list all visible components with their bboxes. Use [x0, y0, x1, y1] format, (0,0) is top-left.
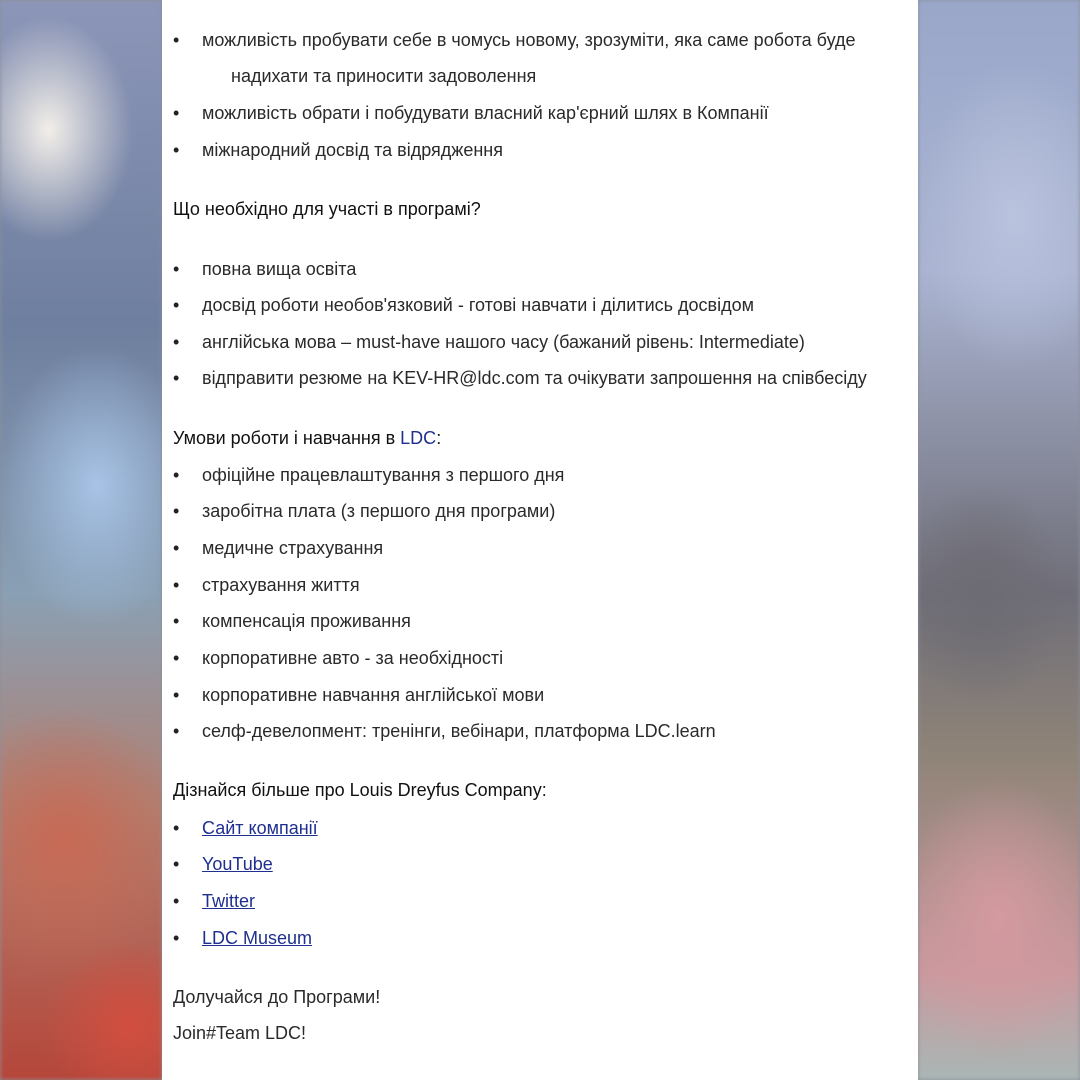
- closing-signature: Join#Team LDC!: [173, 1023, 307, 1043]
- list-item: • селф-девелопмент: тренінги, вебінари, платформа LDC.learn: [202, 713, 902, 749]
- list-item: • офіційне працевлаштування з першого дня: [202, 457, 902, 493]
- list-item: • заробітна плата (з першого дня програми): [202, 493, 902, 529]
- requirements-heading: Що необхідно для участі в програмі?: [173, 199, 481, 219]
- list-item-link: [202, 920, 902, 956]
- list-item: • досвід роботи необов'язковий - готові навчати і ділитись досвідом: [202, 287, 902, 323]
- conditions-heading-colon: :: [436, 428, 442, 448]
- ldc-museum-link[interactable]: LDC Museum: [202, 928, 313, 948]
- youtube-link[interactable]: YouTube: [202, 854, 273, 874]
- list-item: • можливість обрати і побудувати власний кар'єрний шлях в Компанії: [202, 95, 902, 131]
- company-site-link[interactable]: Сайт компанії: [202, 818, 318, 838]
- list-item: • можливість пробувати себе в чомусь новому, зрозуміти, яка саме робота буде: [202, 22, 902, 58]
- list-item-link: [202, 883, 902, 919]
- list-item-link: [202, 810, 902, 846]
- list-item: • компенсація проживання: [202, 603, 902, 639]
- conditions-heading-text: Умови роботи і навчання в: [173, 428, 401, 448]
- conditions-heading: [173, 420, 893, 456]
- list-item: • повна вища освіта: [202, 251, 902, 287]
- blurred-background-right: [918, 0, 1080, 1080]
- document-page: [162, 0, 918, 1080]
- conditions-heading-ldc: LDC: [400, 428, 437, 448]
- twitter-link[interactable]: Twitter: [202, 891, 256, 911]
- list-item: • міжнародний досвід та відрядження: [202, 132, 902, 168]
- list-item: • медичне страхування: [202, 530, 902, 566]
- list-item: • англійська мова – must-have нашого часу (бажаний рівень: Intermediate): [202, 324, 902, 360]
- blurred-background-left: [0, 0, 162, 1080]
- learn-more-heading: Дізнайся більше про Louis Dreyfus Company:: [173, 780, 547, 800]
- list-item: • корпоративне навчання англійської мови: [202, 677, 902, 713]
- list-item: • відправити резюме на KEV-HR@ldc.com та очікувати запрошення на співбесіду: [202, 360, 907, 396]
- closing-line: Долучайся до Програми!: [173, 987, 381, 1007]
- list-item-continuation: надихати та приносити задоволення: [231, 66, 537, 86]
- list-item: • страхування життя: [202, 567, 902, 603]
- list-item-link: [202, 846, 902, 882]
- list-item: • корпоративне авто - за необхідності: [202, 640, 902, 676]
